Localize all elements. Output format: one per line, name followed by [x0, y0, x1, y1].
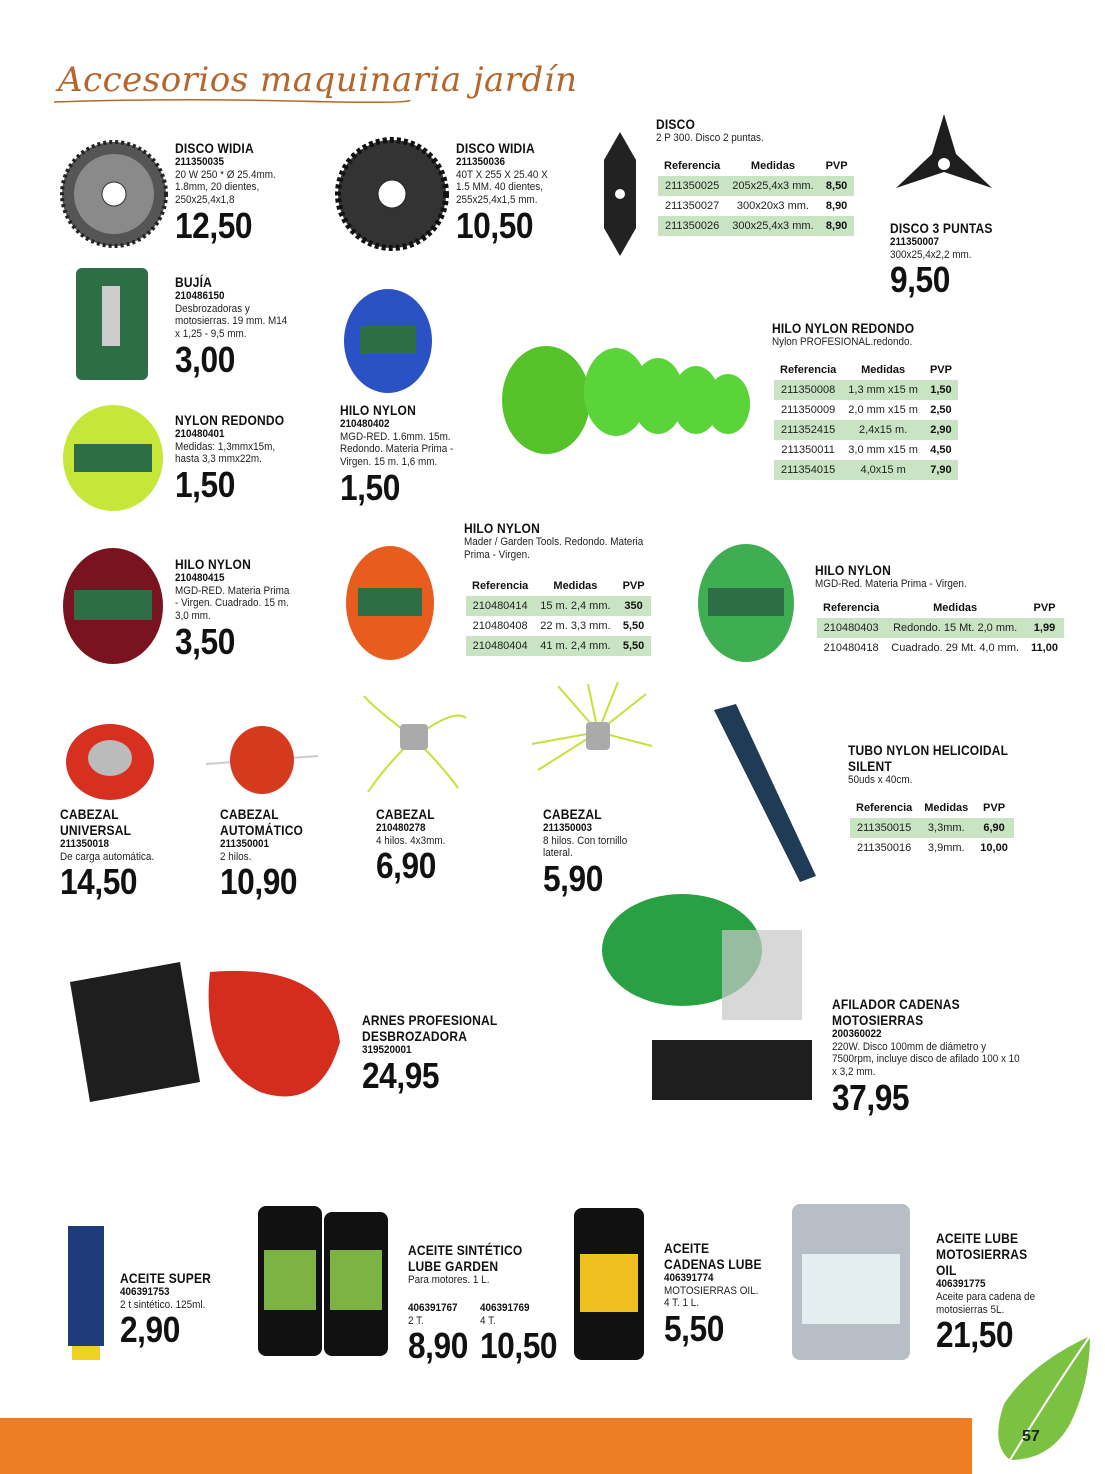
automatic-head-image [200, 716, 324, 802]
product-price: 21,50 [936, 1314, 1014, 1356]
page-title: Accesorios maquinaria jardín [58, 60, 578, 100]
eight-line-head-image [528, 680, 662, 796]
col-header-pvp: PVP [929, 364, 952, 376]
product-name: NYLON REDONDO [175, 412, 285, 428]
table-cell: 1,3 mm x15 m [842, 380, 924, 400]
product-aceite-lube-oil [936, 1230, 1076, 1354]
price-table-mgd [817, 598, 1064, 658]
product-name: ARNES PROFESIONAL DESBROZADORA [362, 1012, 498, 1045]
product-price: 9,50 [890, 259, 950, 301]
table-row [466, 596, 651, 616]
product-desc: Nylon PROFESIONAL.redondo. [772, 336, 913, 349]
product-name: TUBO NYLON HELICOIDAL SILENT [848, 742, 1008, 775]
product-price: 8,90 [408, 1325, 468, 1367]
col-header-med: Medidas [750, 160, 795, 172]
product-name: HILO NYLON [340, 402, 416, 418]
table-row [466, 616, 651, 636]
red-nylon-spool-image [60, 544, 166, 668]
green-square-nylon-spool-image [694, 540, 798, 666]
product-cabezal-automatico [220, 806, 330, 901]
col-header-med: Medidas [933, 602, 978, 614]
variant-2t [408, 1302, 478, 1365]
col-header-ref: Referencia [664, 160, 721, 172]
table-cell: 211354015 [774, 460, 842, 480]
product-desc: 2 P 300. Disco 2 puntas. [656, 132, 764, 145]
col-header-ref: Referencia [823, 602, 880, 614]
table-cell: 210480414 [466, 596, 534, 616]
product-name: CABEZAL UNIVERSAL [60, 806, 132, 839]
product-desc: 220W. Disco 100mm de diámetro y 7500rpm, incluye disco de afilado 100 x 10 x 3,2 mm. [832, 1040, 1020, 1079]
product-ref: 406391774 [664, 1272, 714, 1285]
saw-blade-image [334, 136, 450, 252]
page-number: 57 [1022, 1428, 1040, 1445]
product-aceite-sintetico [408, 1242, 558, 1287]
product-ref: 200360022 [832, 1028, 882, 1041]
price-table-redondo [774, 360, 958, 480]
spark-plug-pack-image [74, 266, 150, 382]
product-ref: 406391769 [480, 1302, 530, 1314]
product-ref: 211350003 [543, 822, 593, 835]
table-cell: 350 [617, 596, 651, 616]
product-ref: 210486150 [175, 290, 225, 303]
table-cell: 210480404 [466, 636, 534, 656]
product-desc: Medidas: 1,3mmx15m, hasta 3,3 mmx22m. [175, 440, 276, 466]
product-desc: MOTOSIERRAS OIL. 4 T. 1 L. [664, 1284, 759, 1310]
product-ref: 406391775 [936, 1278, 986, 1291]
product-afilador [832, 996, 1032, 1117]
four-line-head-image [354, 688, 474, 800]
product-price: 1,50 [340, 466, 400, 508]
product-bujia [175, 274, 305, 378]
product-cabezal-4-hilos [376, 806, 496, 885]
product-aceite-cadenas [664, 1240, 774, 1348]
col-header-med: Medidas [553, 580, 598, 592]
product-ref: 406391753 [120, 1286, 170, 1299]
product-desc: MGD-RED. Materia Prima - Virgen. Cuadrado. 15 m. 3,0 mm. [175, 584, 290, 623]
product-desc: De carga automática. [60, 850, 155, 863]
table-cell: 205x25,4x3 mm. [726, 176, 819, 196]
product-name: ACEITE LUBE MOTOSIERRAS OIL [936, 1230, 1028, 1279]
product-ref: 210480402 [340, 418, 390, 431]
product-desc: MGD-Red. Materia Prima - Virgen. [815, 578, 967, 591]
oil-tube-image [62, 1222, 110, 1362]
product-desc: 50uds x 40cm. [848, 774, 913, 787]
helical-nylon-tube-image [708, 700, 820, 886]
table-cell: 210480408 [472, 620, 528, 632]
product-cabezal-8-hilos [543, 806, 653, 898]
col-header-ref: Referencia [780, 364, 837, 376]
table-cell: 11,00 [1031, 642, 1058, 654]
product-price: 3,50 [175, 620, 235, 662]
table-cell: Redondo. 15 Mt. 2,0 mm. [885, 618, 1025, 638]
table-row [774, 440, 958, 460]
table-cell: 210480418 [823, 642, 879, 654]
footer-bar [0, 1418, 972, 1474]
table-cell: 2,0 mm x15 m [848, 404, 918, 416]
table-cell: 2,50 [930, 404, 952, 416]
col-header-med: Medidas [861, 364, 906, 376]
product-aceite-super [120, 1270, 240, 1349]
product-ref: 211350001 [220, 838, 270, 851]
product-price: 10,50 [480, 1325, 558, 1367]
product-price: 37,95 [832, 1076, 910, 1118]
yellow-nylon-spool-image [60, 402, 166, 514]
product-hilo-nylon-d [815, 562, 1045, 591]
product-desc: Para motores. 1 L. [408, 1274, 490, 1287]
harness-image [60, 942, 346, 1118]
chain-sharpener-image [582, 890, 830, 1116]
table-cell: 5,50 [617, 636, 651, 656]
title-underline-swash [52, 96, 412, 106]
product-price: 1,50 [175, 464, 235, 506]
product-hilo-nylon-c [175, 556, 305, 660]
product-desc: 2 hilos. [220, 850, 252, 863]
table-cell: 10,00 [980, 842, 1008, 854]
table-cell: 211350025 [658, 176, 726, 196]
product-ref: 211350035 [175, 156, 225, 169]
product-ref: 210480278 [376, 822, 426, 835]
table-row [774, 460, 958, 480]
product-desc: 20 W 250 * Ø 25.4mm. 1.8mm, 20 dientes, 250x25,4x1,8 [175, 168, 276, 207]
product-name: DISCO WIDIA [175, 140, 254, 156]
universal-head-image [62, 720, 158, 804]
table-cell: 211352415 [774, 420, 842, 440]
table-cell: 211350026 [658, 216, 726, 236]
product-cabezal-universal [60, 806, 180, 901]
col-header-med: Medidas [924, 802, 969, 814]
product-disco-widia-1 [175, 140, 325, 244]
table-row [774, 420, 958, 440]
col-header-pvp: PVP [983, 802, 1006, 814]
table-cell: 1,50 [924, 380, 958, 400]
product-disco-widia-2 [456, 140, 576, 244]
oil-bottles-image [254, 1190, 394, 1362]
table-cell: Cuadrado. 29 Mt. 4,0 mm. [891, 642, 1020, 654]
product-ref: 211350018 [60, 838, 110, 851]
table-row [817, 638, 1064, 658]
product-desc: 4 hilos. 4x3mm. [376, 834, 446, 847]
price-table-mader [466, 576, 651, 656]
table-cell: 8,90 [825, 200, 848, 212]
table-cell: 2,90 [924, 420, 958, 440]
product-desc: 2 T. [408, 1314, 424, 1327]
product-name: HILO NYLON [815, 562, 891, 578]
table-cell: 3,9mm. [927, 842, 965, 854]
table-cell: 7,90 [924, 460, 958, 480]
table-cell: 300x20x3 mm. [736, 200, 809, 212]
product-name: CABEZAL AUTOMÁTICO [220, 806, 304, 839]
product-price: 24,95 [362, 1054, 440, 1096]
col-header-ref: Referencia [856, 802, 913, 814]
table-cell: 210480403 [817, 618, 885, 638]
product-price: 6,90 [376, 845, 436, 887]
product-name: BUJÍA [175, 274, 212, 290]
price-table-tubo [850, 798, 1014, 858]
product-ref: 406391767 [408, 1302, 458, 1314]
table-cell: 6,90 [974, 818, 1014, 838]
table-cell: 3,3mm. [918, 818, 974, 838]
product-nylon-redondo [175, 412, 315, 504]
product-name: ACEITE CADENAS LUBE [664, 1240, 762, 1273]
product-name: ACEITE SUPER [120, 1270, 212, 1286]
variant-4t [480, 1302, 560, 1365]
table-cell: 8,90 [820, 216, 854, 236]
product-name: DISCO [656, 116, 695, 132]
table-row [658, 196, 854, 216]
table-cell: 22 m. 3,3 mm. [540, 620, 611, 632]
product-desc: 40T X 255 X 25.40 X 1.5 MM. 40 dientes, 255x25,4x1,5 mm. [456, 168, 548, 207]
table-cell: 211350008 [774, 380, 842, 400]
product-desc: Desbrozadoras y motosierras. 19 mm. M14 x 1,25 - 9,5 mm. [175, 302, 288, 341]
table-cell: 2,4x15 m. [842, 420, 924, 440]
table-cell: 211350009 [781, 404, 836, 416]
product-disco [656, 116, 876, 145]
product-ref: 319520001 [362, 1044, 412, 1057]
col-header-pvp: PVP [622, 580, 645, 592]
product-name: HILO NYLON REDONDO [772, 320, 915, 336]
product-hilo-nylon-a [340, 402, 480, 506]
product-desc: 4 T. [480, 1314, 496, 1327]
product-price: 5,50 [664, 1308, 724, 1350]
product-ref: 211350036 [456, 156, 506, 169]
product-name: DISCO WIDIA [456, 140, 535, 156]
product-name: HILO NYLON [464, 520, 540, 536]
product-name: AFILADOR CADENAS MOTOSIERRAS [832, 996, 960, 1029]
blue-nylon-spool-image [340, 286, 436, 396]
price-table-disco [658, 156, 854, 236]
product-desc: MGD-RED. 1.6mm. 15m. Redondo. Materia Prima - Virgen. 15 m. 1,6 mm. [340, 430, 454, 469]
product-name: HILO NYLON [175, 556, 251, 572]
product-price: 14,50 [60, 861, 138, 903]
product-tubo-nylon [848, 742, 1048, 787]
chain-oil-bottle-image [570, 1194, 648, 1364]
product-price: 5,90 [543, 858, 603, 900]
product-desc: Aceite para cadena de motosierras 5L. [936, 1290, 1036, 1316]
table-cell: 3,0 mm x15 m [848, 444, 918, 456]
saw-blade-image [58, 138, 170, 250]
product-desc: 2 t sintético. 125ml. [120, 1298, 206, 1311]
product-hilo-nylon-b [464, 520, 674, 561]
product-arnes [362, 1012, 532, 1095]
product-disco-3-puntas [890, 220, 1040, 299]
table-row [658, 176, 854, 196]
oil-can-image [788, 1184, 914, 1364]
product-name: CABEZAL [376, 806, 435, 822]
product-price: 3,00 [175, 338, 235, 380]
product-name: ACEITE SINTÉTICO LUBE GARDEN [408, 1242, 523, 1275]
table-row [817, 618, 1064, 638]
table-row [850, 838, 1014, 858]
product-ref: 210480401 [175, 428, 225, 441]
product-price: 10,50 [456, 204, 534, 246]
table-row [774, 380, 958, 400]
table-cell: 211350015 [850, 818, 918, 838]
table-cell: 211350027 [665, 200, 720, 212]
product-price: 10,90 [220, 861, 298, 903]
table-cell: 15 m. 2,4 mm. [534, 596, 616, 616]
two-point-blade-image [598, 130, 642, 258]
orange-nylon-spool-image [342, 542, 438, 664]
three-point-blade-image [888, 104, 1000, 216]
table-cell: 4,0x15 m [842, 460, 924, 480]
product-name: DISCO 3 PUNTAS [890, 220, 993, 236]
product-hilo-nylon-redondo [772, 320, 992, 349]
product-price: 2,90 [120, 1309, 180, 1351]
product-name: CABEZAL [543, 806, 602, 822]
table-row [466, 636, 651, 656]
table-row [774, 400, 958, 420]
product-ref: 211350007 [890, 236, 940, 249]
table-cell: 4,50 [930, 444, 952, 456]
table-cell: 5,50 [622, 620, 645, 632]
green-nylon-spools-image [496, 330, 752, 458]
col-header-pvp: PVP [1033, 602, 1056, 614]
table-cell: 41 m. 2,4 mm. [534, 636, 616, 656]
table-cell: 211350011 [781, 444, 835, 456]
table-row [658, 216, 854, 236]
col-header-ref: Referencia [472, 580, 529, 592]
table-cell: 300x25,4x3 mm. [726, 216, 819, 236]
table-cell: 8,50 [820, 176, 854, 196]
product-desc: 8 hilos. Con tornillo lateral. [543, 834, 628, 860]
product-price: 12,50 [175, 204, 253, 246]
table-row [850, 818, 1014, 838]
table-cell: 211350016 [857, 842, 912, 854]
product-desc: 300x25,4x2,2 mm. [890, 248, 972, 261]
product-desc: Mader / Garden Tools. Redondo. Materia Prima - Virgen. [464, 536, 644, 561]
col-header-pvp: PVP [825, 160, 848, 172]
table-cell: 1,99 [1025, 618, 1064, 638]
product-ref: 210480415 [175, 572, 225, 585]
